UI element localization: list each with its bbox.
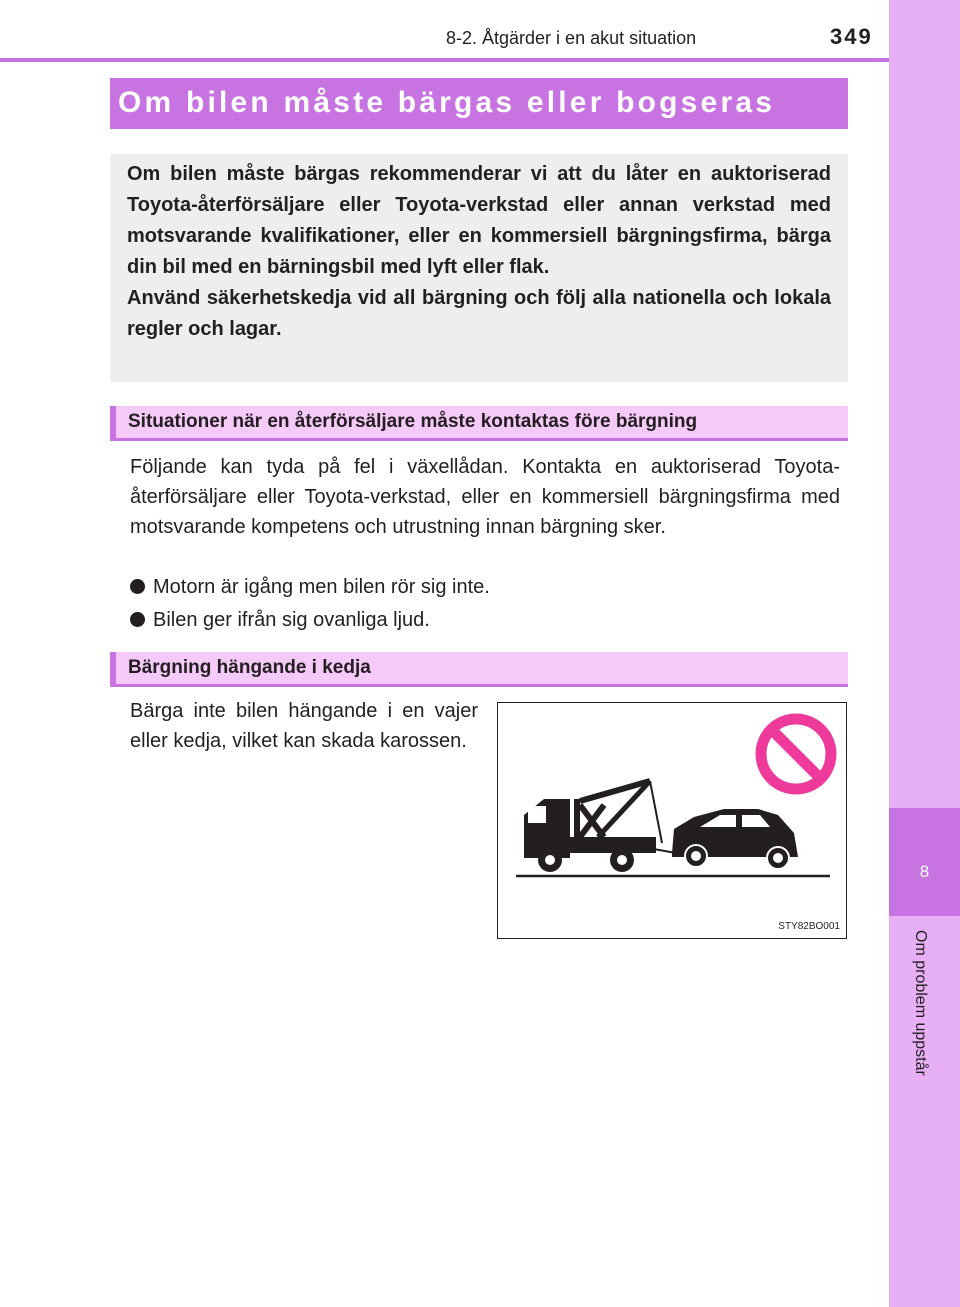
bullet-item [130,572,490,602]
header-divider [0,58,889,62]
chapter-side-tab[interactable] [889,0,960,1307]
bullet-text: Bilen ger ifrån sig ovanliga ljud. [153,609,430,631]
bullet-text: Motorn är igång men bilen rör sig inte. [153,576,490,598]
tow-truck-illustration [497,702,847,939]
prohibited-icon [761,719,831,789]
intro-paragraph-2: Använd säkerhetskedja vid all bärgning och följ alla nationella och lokala regler och lagar. [127,287,831,340]
bullet-dot-icon [130,612,145,627]
figure-code: STY82BO001 [778,921,840,932]
tow-truck-icon [524,781,676,872]
section2-text: Bärga inte bilen hängande i en vajer eller kedja, vilket kan skada karossen. [130,700,478,752]
car-icon [672,809,798,869]
page-number: 349 [830,24,873,49]
main-title: Om bilen måste bärgas eller bogseras [110,78,848,129]
section1-text: Följande kan tyda på fel i växellådan. Kontakta en auktoriserad Toyota-återförsäljare eller Toyota-verkstad, eller en kommersiell bärgningsfirma med motsvarande kompetens och utrustning innan bärgning sker. [130,456,840,538]
section-heading-chain-towing: Bärgning hängande i kedja [110,652,848,687]
section-heading-dealer-contact: Situationer när en återförsäljare måste kontaktas före bärgning [110,406,848,441]
bullet-item [130,605,430,635]
intro-paragraph-1: Om bilen måste bärgas rekommenderar vi att du låter en auktoriserad Toyota-återförsäljare eller Toyota-verkstad eller annan verkstad med motsvarande kvalifikationer, eller en kommersiell bärgningsfirma, bärga din bil med en bärningsbil med lyft eller flak. [127,163,831,278]
tow-truck-drawing [498,703,846,938]
header-section-title: 8-2. Åtgärder i en akut situation [446,28,697,48]
chapter-title: Om problem uppstår [912,930,929,1076]
bullet-dot-icon [130,579,145,594]
chapter-number: 8 [919,862,930,881]
intro-box [110,154,848,382]
